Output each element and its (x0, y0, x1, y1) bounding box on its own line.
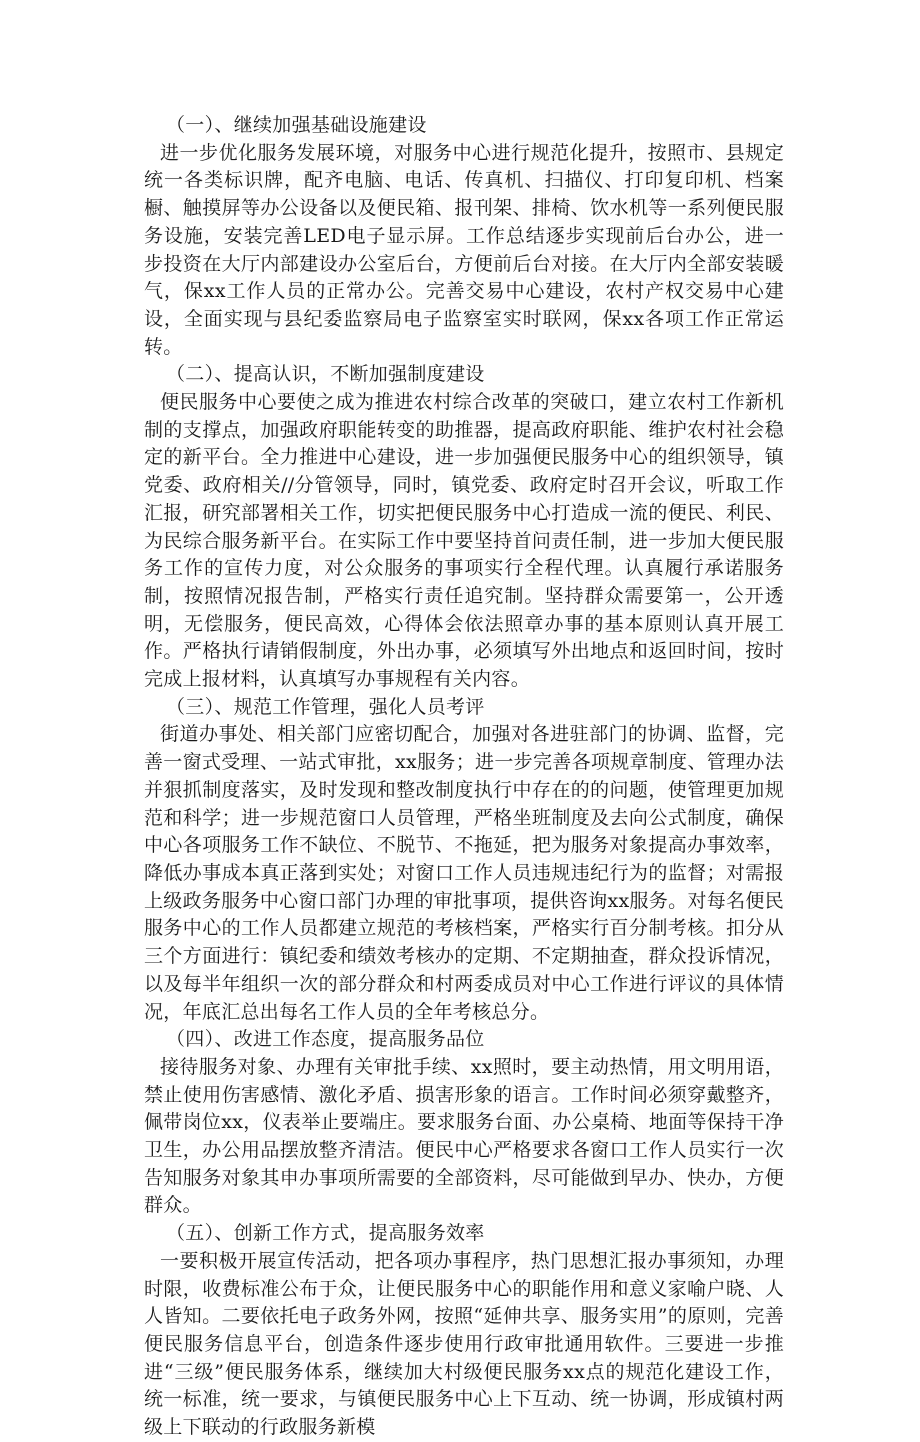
section-5-body: 一要积极开展宣传活动，把各项办事程序，热门思想汇报办事须知，办理时限，收费标准公布于众，让便民服务中心的职能作用和意义家喻户晓、人人皆知。二要依托电子政务外网，按照“延伸共享、服务实用”的原则，完善便民服务信息平台，创造条件逐步使用行政审批通用软件。三要进一步推进“三级”便民服务体系，继续加大村级便民服务xx点的规范化建设工作，统一标准，统一要求，与镇便民服务中心上下互动、统一协调，形成镇村两级上下联动的行政服务新模 (144, 1249, 784, 1439)
section-2-heading: （二）、提高认识，不断加强制度建设 (166, 363, 485, 386)
section-5-heading: （五）、创新工作方式，提高服务效率 (166, 1222, 485, 1245)
section-4-body: 接待服务对象、办理有关审批手续、xx照时，要主动热情，用文明用语，禁止使用伤害感情、激化矛盾、损害形象的语言。工作时间必须穿戴整齐，佩带岗位xx，仪表举止要端庄。要求服务台面、办公桌椅、地面等保持干净卫生，办公用品摆放整齐清洁。便民中心严格要求各窗口工作人员实行一次告知服务对象其申办事项所需要的全部资料，尽可能做到早办、快办，方便群众。 (144, 1055, 784, 1217)
section-1-body: 进一步优化服务发展环境，对服务中心进行规范化提升，按照市、县规定统一各类标识牌，配齐电脑、电话、传真机、扫描仪、打印复印机、档案橱、触摸屏等办公设备以及便民箱、报刊架、排椅、饮水机等一系列便民服务设施，安装完善LED电子显示屏。工作总结逐步实现前后台办公，进一步投资在大厅内部建设办公室后台，方便前后台对接。在大厅内全部安装暖气，保xx工作人员的正常办公。完善交易中心建设，农村产权交易中心建设，全面实现与县纪委监察局电子监察室实时联网，保xx各项工作正常运转。 (144, 141, 784, 358)
section-3-body: 街道办事处、相关部门应密切配合，加强对各进驻部门的协调、监督，完善一窗式受理、一站式审批，xx服务；进一步完善各项规章制度、管理办法并狠抓制度落实，及时发现和整改制度执行中存在的的问题，使管理更加规范和科学；进一步规范窗口人员管理，严格坐班制度及去向公式制度，确保中心各项服务工作不缺位、不脱节、不拖延，把为服务对象提高办事效率，降低办事成本真正落到实处；对窗口工作人员违规违纪行为的监督；对需报上级政务服务中心窗口部门办理的审批事项，提供咨询xx服务。对每名便民服务中心的工作人员都建立规范的考核档案，严格实行百分制考核。扣分从三个方面进行：镇纪委和绩效考核办的定期、不定期抽查，群众投诉情况，以及每半年组织一次的部分群众和村两委成员对中心工作进行评议的具体情况，年底汇总出每名工作人员的全年考核总分。 (144, 723, 784, 1023)
section-3-heading: （三）、规范工作管理，强化人员考评 (166, 695, 485, 718)
section-2-body: 便民服务中心要使之成为推进农村综合改革的突破口，建立农村工作新机制的支撑点，加强政府职能转变的助推器，提高政府职能、维护农村社会稳定的新平台。全力推进中心建设，进一步加强便民服务中心的组织领导，镇党委、政府相关//分管领导，同时，镇党委、政府定时召开会议，听取工作汇报，研究部署相关工作，切实把便民服务中心打造成一流的便民、利民、为民综合服务新平台。在实际工作中要坚持首问责任制，进一步加大便民服务工作的宣传力度，对公众服务的事项实行全程代理。认真履行承诺服务制，按照情况报告制，严格实行责任追究制。坚持群众需要第一，公开透明，无偿服务，便民高效，心得体会依法照章办事的基本原则认真开展工作。严格执行请销假制度，外出办事，必须填写外出地点和返回时间，按时完成上报材料，认真填写办事规程有关内容。 (144, 391, 784, 691)
document-page (144, 112, 784, 1442)
section-4-heading: （四）、改进工作态度，提高服务品位 (166, 1028, 485, 1051)
section-1-heading: （一）、继续加强基础设施建设 (166, 114, 427, 136)
